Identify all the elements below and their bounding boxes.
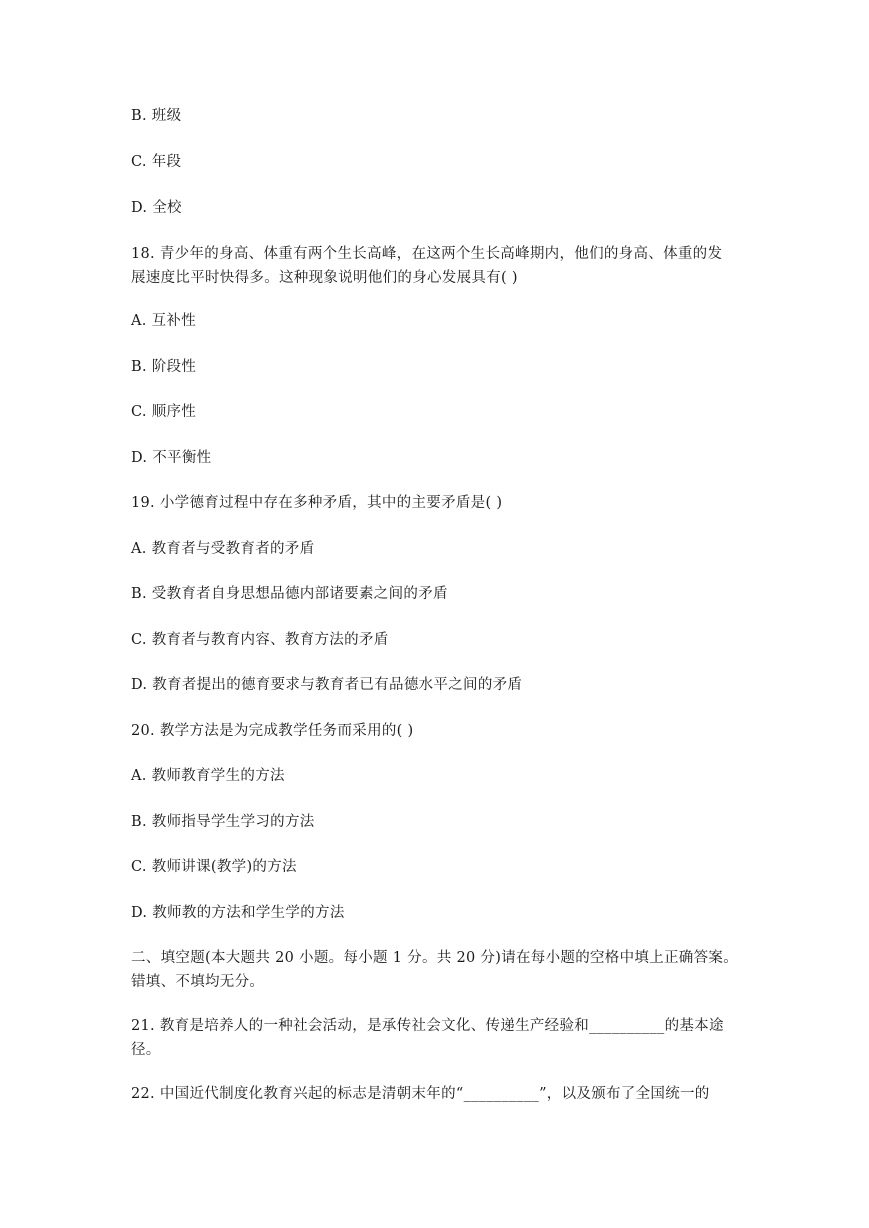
q19-option-b: B. 受教育者自身思想品德内部诸要素之间的矛盾 (131, 586, 448, 602)
q18-option-b: B. 阶段性 (131, 359, 197, 375)
q20-option-c: C. 教师讲课(教学)的方法 (131, 859, 297, 875)
q18-stem-line2: 展速度比平时快得多。这种现象说明他们的身心发展具有( ) (131, 270, 518, 286)
q19-option-a: A. 教育者与受教育者的矛盾 (131, 541, 315, 557)
q20-stem: 20. 教学方法是为完成教学任务而采用的( ) (131, 723, 414, 739)
q19-option-c: C. 教育者与教育内容、教育方法的矛盾 (131, 632, 389, 648)
section2-heading-line2: 错填、不填均无分。 (131, 974, 265, 990)
q18-option-a: A. 互补性 (131, 313, 196, 329)
q20-option-a: A. 教师教育学生的方法 (131, 768, 285, 784)
q17-option-c: C. 年段 (131, 154, 182, 170)
q18-stem-line1: 18. 青少年的身高、体重有两个生长高峰，在这两个生长高峰期内，他们的身高、体重的发 (131, 246, 723, 262)
section2-heading-line1: 二、填空题(本大题共 20 小题。每小题 1 分。共 20 分)请在每小题的空格中填上正确答案。 (131, 950, 738, 966)
q22-line1: 22. 中国近代制度化教育兴起的标志是清朝末年的“__________”，以及颁布了全国统一的 (131, 1086, 710, 1102)
q20-option-d: D. 教师教的方法和学生学的方法 (131, 905, 345, 921)
q17-option-d: D. 全校 (131, 200, 182, 216)
q21-line2: 径。 (131, 1042, 161, 1058)
q20-option-b: B. 教师指导学生学习的方法 (131, 814, 315, 830)
q21-line1: 21. 教育是培养人的一种社会活动，是承传社会文化、传递生产经验和__________的基本途 (131, 1018, 724, 1034)
q19-stem: 19. 小学德育过程中存在多种矛盾，其中的主要矛盾是( ) (131, 495, 503, 511)
q19-option-d: D. 教育者提出的德育要求与教育者已有品德水平之间的矛盾 (131, 677, 523, 693)
q18-option-c: C. 顺序性 (131, 404, 197, 420)
q17-option-b: B. 班级 (131, 108, 182, 124)
q18-option-d: D. 不平衡性 (131, 450, 212, 466)
